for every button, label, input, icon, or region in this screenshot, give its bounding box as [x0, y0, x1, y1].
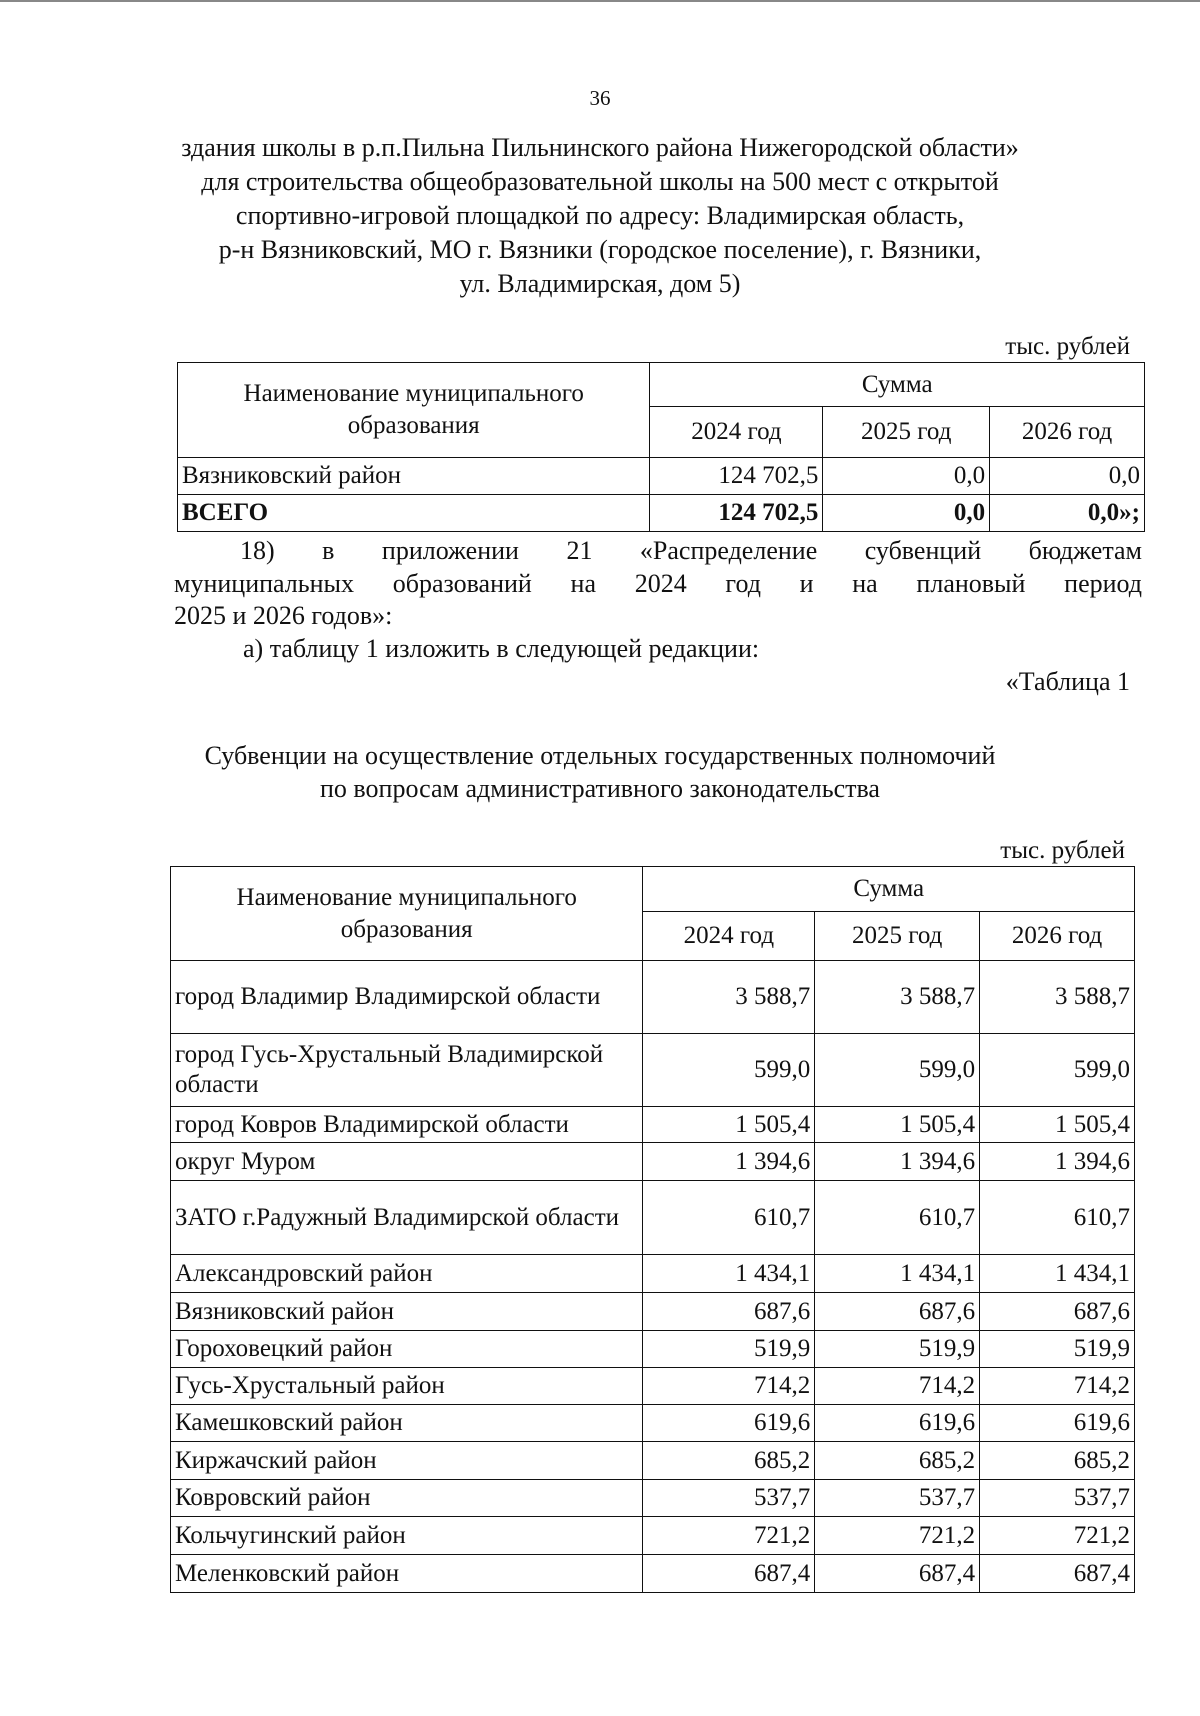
paragraph-18-line4: а) таблицу 1 изложить в следующей редакции: [243, 634, 760, 663]
table1-header-year: 2026 год [990, 407, 1145, 458]
value-2026: 3 588,7 [980, 961, 1135, 1034]
value-2024: 1 505,4 [643, 1107, 815, 1143]
table1-header-year: 2025 год [823, 407, 990, 458]
section-title [150, 739, 1050, 805]
municipality-name: округ Муром [171, 1143, 643, 1181]
value-2025: 687,6 [815, 1293, 980, 1331]
table1-total-2025: 0,0 [823, 495, 990, 532]
value-2026: 1 394,6 [980, 1143, 1135, 1181]
table1-cell-2024: 124 702,5 [650, 458, 823, 495]
value-2026: 687,6 [980, 1293, 1135, 1331]
table-row [171, 1442, 1135, 1480]
value-2026: 610,7 [980, 1181, 1135, 1255]
intro-text [150, 131, 1050, 301]
municipality-name: город Ковров Владимирской области [171, 1107, 643, 1143]
table1-header-sum: Сумма [650, 363, 1145, 407]
municipality-name: Камешковский район [171, 1405, 643, 1442]
value-2026: 685,2 [980, 1442, 1135, 1480]
table1-header-name: Наименование муниципального образования [178, 363, 650, 458]
section-title-line: по вопросам административного законодательства [320, 774, 880, 803]
intro-line: р-н Вязниковский, МО г. Вязники (городское поселение), г. Вязники, [218, 235, 982, 264]
table1-header-year: 2024 год [650, 407, 823, 458]
table2-unit: тыс. рублей [1000, 837, 1125, 864]
value-2025: 721,2 [815, 1517, 980, 1555]
municipality-name: город Гусь-Хрустальный Владимирской области [171, 1034, 643, 1107]
section-title-line: Субвенции на осуществление отдельных государственных полномочий [204, 741, 996, 770]
value-2026: 599,0 [980, 1034, 1135, 1107]
table1 [177, 362, 1145, 532]
intro-line: здания школы в р.п.Пильна Пильнинского района Нижегородской области» [181, 133, 1019, 162]
table-row [171, 1331, 1135, 1368]
table1-total-name: ВСЕГО [178, 495, 650, 532]
table-row [171, 1293, 1135, 1331]
municipality-name: Александровский район [171, 1255, 643, 1293]
value-2024: 714,2 [643, 1368, 815, 1405]
municipality-name: Гороховецкий район [171, 1331, 643, 1368]
value-2026: 1 505,4 [980, 1107, 1135, 1143]
table-row [171, 1255, 1135, 1293]
paragraph-18-line1: 18) в приложении 21 «Распределение субвенций бюджетам [240, 536, 1142, 565]
value-2026: 519,9 [980, 1331, 1135, 1368]
municipality-name: Вязниковский район [171, 1293, 643, 1331]
value-2025: 537,7 [815, 1480, 980, 1517]
table-row [171, 961, 1135, 1034]
table2-header-year: 2024 год [643, 912, 815, 961]
value-2026: 721,2 [980, 1517, 1135, 1555]
municipality-name: Меленковский район [171, 1555, 643, 1593]
value-2024: 610,7 [643, 1181, 815, 1255]
paragraph-18-line2: муниципальных образований на 2024 год и на плановый период [174, 569, 1142, 598]
value-2026: 1 434,1 [980, 1255, 1135, 1293]
value-2026: 619,6 [980, 1405, 1135, 1442]
municipality-name: Кольчугинский район [171, 1517, 643, 1555]
value-2024: 687,4 [643, 1555, 815, 1593]
table1-total-2024: 124 702,5 [650, 495, 823, 532]
table-row [171, 1368, 1135, 1405]
paragraph-18-line3: 2025 и 2026 годов»: [174, 601, 393, 630]
value-2024: 3 588,7 [643, 961, 815, 1034]
table-row [171, 1517, 1135, 1555]
intro-line: спортивно-игровой площадкой по адресу: Владимирская область, [235, 201, 965, 230]
table1-unit: тыс. рублей [1005, 333, 1130, 360]
table-row [171, 1107, 1135, 1143]
table-row [171, 1181, 1135, 1255]
table2-header-name: Наименование муниципального образования [171, 867, 643, 961]
value-2024: 685,2 [643, 1442, 815, 1480]
municipality-name: Ковровский район [171, 1480, 643, 1517]
value-2024: 1 434,1 [643, 1255, 815, 1293]
table-row [171, 1480, 1135, 1517]
table1-cell-2025: 0,0 [823, 458, 990, 495]
value-2025: 714,2 [815, 1368, 980, 1405]
value-2024: 599,0 [643, 1034, 815, 1107]
page-top-border [0, 0, 1200, 2]
value-2024: 721,2 [643, 1517, 815, 1555]
intro-line: для строительства общеобразовательной школы на 500 мест с открытой [201, 167, 999, 196]
value-2025: 1 505,4 [815, 1107, 980, 1143]
value-2024: 687,6 [643, 1293, 815, 1331]
municipality-name: город Владимир Владимирской области [171, 961, 643, 1034]
table2-header-sum: Сумма [643, 867, 1135, 912]
value-2025: 599,0 [815, 1034, 980, 1107]
table-row [171, 1034, 1135, 1107]
municipality-name: ЗАТО г.Радужный Владимирской области [171, 1181, 643, 1255]
table2-header-year: 2026 год [980, 912, 1135, 961]
table2-header-year: 2025 год [815, 912, 980, 961]
value-2025: 685,2 [815, 1442, 980, 1480]
intro-line: ул. Владимирская, дом 5) [459, 269, 741, 298]
municipality-name: Гусь-Хрустальный район [171, 1368, 643, 1405]
municipality-name: Киржачский район [171, 1442, 643, 1480]
value-2025: 687,4 [815, 1555, 980, 1593]
table2 [170, 866, 1135, 1593]
table-row [171, 1555, 1135, 1593]
table1-row [178, 458, 1145, 495]
value-2024: 537,7 [643, 1480, 815, 1517]
value-2025: 1 434,1 [815, 1255, 980, 1293]
value-2026: 537,7 [980, 1480, 1135, 1517]
value-2025: 3 588,7 [815, 961, 980, 1034]
value-2025: 1 394,6 [815, 1143, 980, 1181]
table-label: «Таблица 1 [1005, 667, 1130, 696]
table-row [171, 1143, 1135, 1181]
value-2024: 619,6 [643, 1405, 815, 1442]
table1-total-2026: 0,0»; [990, 495, 1145, 532]
value-2025: 610,7 [815, 1181, 980, 1255]
value-2026: 714,2 [980, 1368, 1135, 1405]
value-2024: 1 394,6 [643, 1143, 815, 1181]
page-number: 36 [589, 86, 611, 110]
value-2025: 519,9 [815, 1331, 980, 1368]
table1-cell-2026: 0,0 [990, 458, 1145, 495]
table-row [171, 1405, 1135, 1442]
value-2024: 519,9 [643, 1331, 815, 1368]
value-2026: 687,4 [980, 1555, 1135, 1593]
table1-total-row [178, 495, 1145, 532]
table1-cell-name: Вязниковский район [178, 458, 650, 495]
value-2025: 619,6 [815, 1405, 980, 1442]
